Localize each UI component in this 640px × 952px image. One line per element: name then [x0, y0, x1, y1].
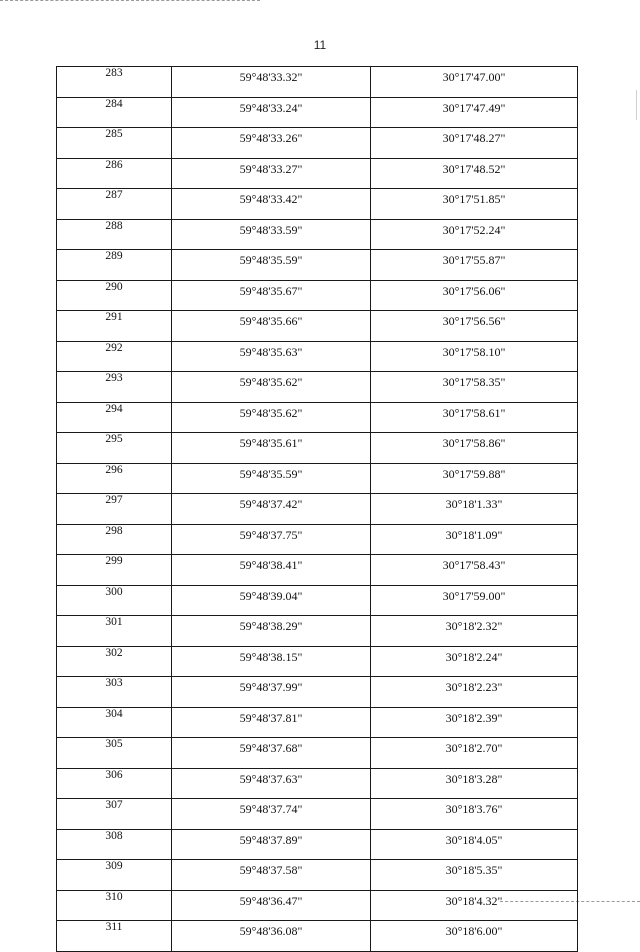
longitude-cell: 30°18'2.32"	[371, 616, 578, 647]
table-row	[57, 372, 578, 403]
point-number-cell: 285	[57, 128, 172, 159]
point-number-cell: 308	[57, 829, 172, 860]
table-row	[57, 250, 578, 281]
point-number-cell: 286	[57, 158, 172, 189]
table-row	[57, 402, 578, 433]
point-number-cell: 303	[57, 677, 172, 708]
point-number-cell: 288	[57, 219, 172, 250]
latitude-cell: 59°48'33.42"	[172, 189, 371, 220]
point-number-cell: 296	[57, 463, 172, 494]
longitude-cell: 30°18'3.28"	[371, 768, 578, 799]
latitude-cell: 59°48'35.66"	[172, 311, 371, 342]
table-row	[57, 433, 578, 464]
longitude-cell: 30°17'58.86"	[371, 433, 578, 464]
latitude-cell: 59°48'39.04"	[172, 585, 371, 616]
point-number-cell: 297	[57, 494, 172, 525]
latitude-cell: 59°48'37.58"	[172, 860, 371, 891]
latitude-cell: 59°48'38.29"	[172, 616, 371, 647]
longitude-cell: 30°18'2.39"	[371, 707, 578, 738]
point-number-cell: 311	[57, 921, 172, 952]
latitude-cell: 59°48'37.42"	[172, 494, 371, 525]
longitude-cell: 30°17'58.10"	[371, 341, 578, 372]
table-row	[57, 616, 578, 647]
scan-artifact-edge	[636, 90, 637, 120]
latitude-cell: 59°48'33.24"	[172, 97, 371, 128]
longitude-cell: 30°18'4.32"	[371, 890, 578, 921]
longitude-cell: 30°18'1.33"	[371, 494, 578, 525]
table-row	[57, 189, 578, 220]
latitude-cell: 59°48'37.74"	[172, 799, 371, 830]
point-number-cell: 298	[57, 524, 172, 555]
point-number-cell: 289	[57, 250, 172, 281]
longitude-cell: 30°17'56.06"	[371, 280, 578, 311]
table-row	[57, 738, 578, 769]
latitude-cell: 59°48'35.63"	[172, 341, 371, 372]
point-number-cell: 287	[57, 189, 172, 220]
longitude-cell: 30°18'4.05"	[371, 829, 578, 860]
point-number-cell: 305	[57, 738, 172, 769]
table-row	[57, 585, 578, 616]
point-number-cell: 283	[57, 67, 172, 98]
table-row	[57, 860, 578, 891]
table-row	[57, 128, 578, 159]
table-row	[57, 921, 578, 952]
longitude-cell: 30°18'2.24"	[371, 646, 578, 677]
latitude-cell: 59°48'36.08"	[172, 921, 371, 952]
latitude-cell: 59°48'35.62"	[172, 402, 371, 433]
longitude-cell: 30°18'1.09"	[371, 524, 578, 555]
longitude-cell: 30°18'2.23"	[371, 677, 578, 708]
latitude-cell: 59°48'33.59"	[172, 219, 371, 250]
table-row	[57, 677, 578, 708]
longitude-cell: 30°18'6.00"	[371, 921, 578, 952]
longitude-cell: 30°17'48.52"	[371, 158, 578, 189]
longitude-cell: 30°17'55.87"	[371, 250, 578, 281]
table-row	[57, 707, 578, 738]
point-number-cell: 300	[57, 585, 172, 616]
table-row	[57, 494, 578, 525]
latitude-cell: 59°48'37.99"	[172, 677, 371, 708]
latitude-cell: 59°48'33.26"	[172, 128, 371, 159]
longitude-cell: 30°17'59.88"	[371, 463, 578, 494]
latitude-cell: 59°48'37.63"	[172, 768, 371, 799]
table-row	[57, 67, 578, 98]
point-number-cell: 302	[57, 646, 172, 677]
point-number-cell: 304	[57, 707, 172, 738]
longitude-cell: 30°17'51.85"	[371, 189, 578, 220]
latitude-cell: 59°48'33.32"	[172, 67, 371, 98]
page-number: 11	[313, 38, 327, 52]
latitude-cell: 59°48'35.62"	[172, 372, 371, 403]
table-row	[57, 646, 578, 677]
table-row	[57, 524, 578, 555]
longitude-cell: 30°18'5.35"	[371, 860, 578, 891]
point-number-cell: 309	[57, 860, 172, 891]
table-row	[57, 463, 578, 494]
longitude-cell: 30°17'59.00"	[371, 585, 578, 616]
point-number-cell: 290	[57, 280, 172, 311]
point-number-cell: 291	[57, 311, 172, 342]
latitude-cell: 59°48'36.47"	[172, 890, 371, 921]
latitude-cell: 59°48'37.68"	[172, 738, 371, 769]
latitude-cell: 59°48'35.61"	[172, 433, 371, 464]
coordinates-table-body	[57, 67, 578, 952]
longitude-cell: 30°17'52.24"	[371, 219, 578, 250]
point-number-cell: 293	[57, 372, 172, 403]
longitude-cell: 30°17'47.00"	[371, 67, 578, 98]
table-row	[57, 890, 578, 921]
point-number-cell: 292	[57, 341, 172, 372]
latitude-cell: 59°48'37.89"	[172, 829, 371, 860]
latitude-cell: 59°48'35.59"	[172, 250, 371, 281]
point-number-cell: 310	[57, 890, 172, 921]
scan-artifact-top	[0, 0, 260, 1]
latitude-cell: 59°48'33.27"	[172, 158, 371, 189]
longitude-cell: 30°18'3.76"	[371, 799, 578, 830]
table-row	[57, 219, 578, 250]
table-row	[57, 280, 578, 311]
longitude-cell: 30°17'58.43"	[371, 555, 578, 586]
latitude-cell: 59°48'38.15"	[172, 646, 371, 677]
table-row	[57, 768, 578, 799]
latitude-cell: 59°48'38.41"	[172, 555, 371, 586]
longitude-cell: 30°17'56.56"	[371, 311, 578, 342]
point-number-cell: 294	[57, 402, 172, 433]
point-number-cell: 306	[57, 768, 172, 799]
table-row	[57, 829, 578, 860]
longitude-cell: 30°17'47.49"	[371, 97, 578, 128]
latitude-cell: 59°48'37.81"	[172, 707, 371, 738]
point-number-cell: 295	[57, 433, 172, 464]
table-row	[57, 158, 578, 189]
table-row	[57, 555, 578, 586]
latitude-cell: 59°48'37.75"	[172, 524, 371, 555]
table-row	[57, 799, 578, 830]
longitude-cell: 30°17'58.61"	[371, 402, 578, 433]
point-number-cell: 301	[57, 616, 172, 647]
point-number-cell: 299	[57, 555, 172, 586]
point-number-cell: 307	[57, 799, 172, 830]
latitude-cell: 59°48'35.59"	[172, 463, 371, 494]
table-row	[57, 97, 578, 128]
longitude-cell: 30°18'2.70"	[371, 738, 578, 769]
latitude-cell: 59°48'35.67"	[172, 280, 371, 311]
coordinates-table	[56, 66, 578, 952]
longitude-cell: 30°17'58.35"	[371, 372, 578, 403]
table-row	[57, 341, 578, 372]
point-number-cell: 284	[57, 97, 172, 128]
longitude-cell: 30°17'48.27"	[371, 128, 578, 159]
table-row	[57, 311, 578, 342]
